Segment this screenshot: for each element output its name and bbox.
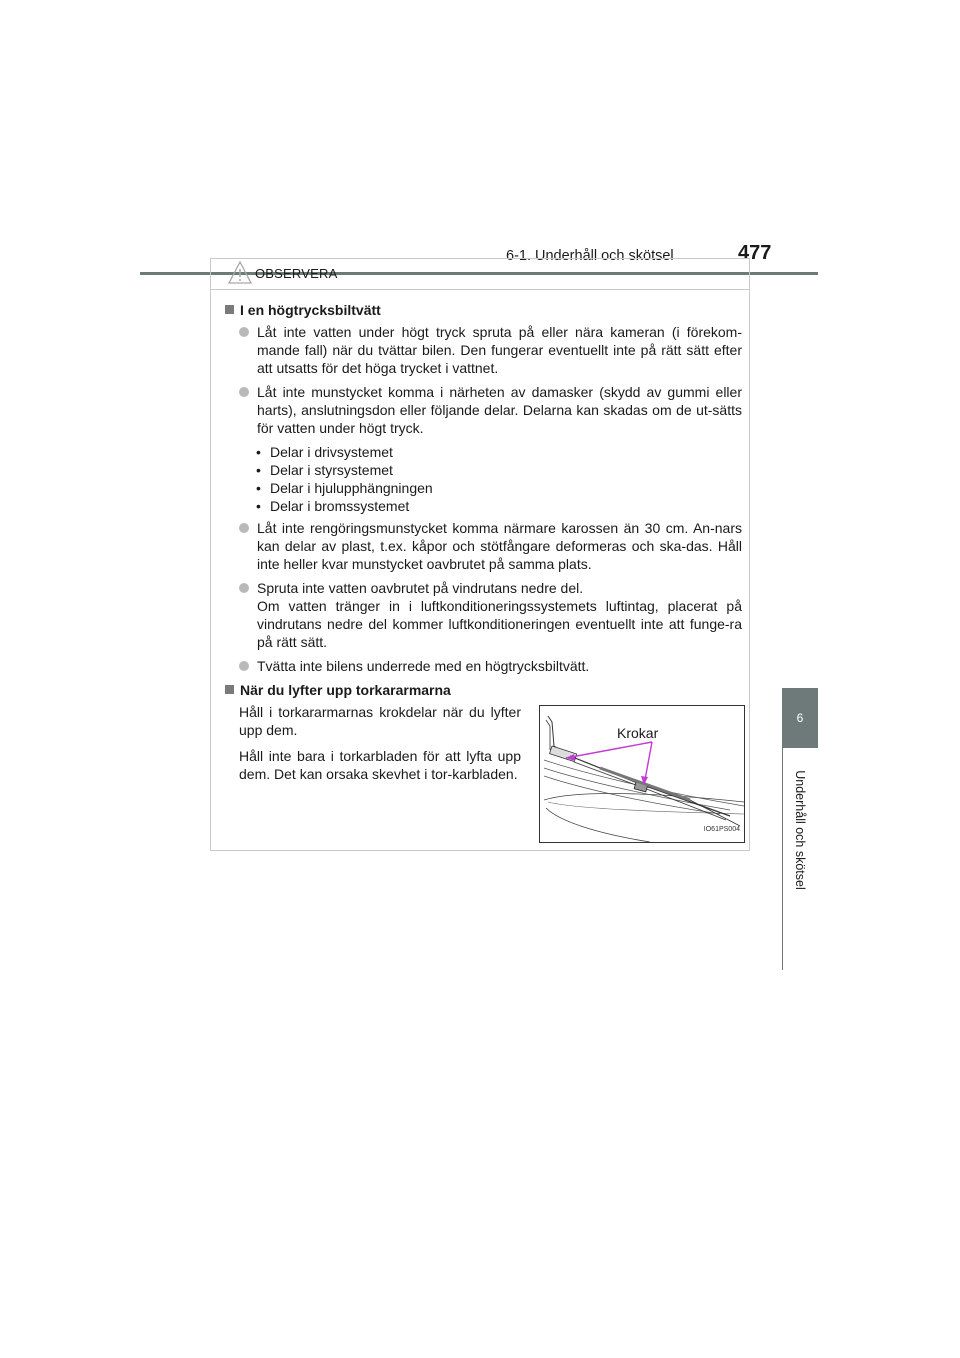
bullet-dot-icon bbox=[239, 387, 249, 397]
section-title-pressure-wash bbox=[225, 301, 742, 319]
wiper-para-2: Håll inte bara i torkarbladen för att lyfta upp dem. Det kan orsaka skevhet i tor-karbladen. bbox=[239, 748, 521, 782]
header-section-title: 6-1. Underhåll och skötsel bbox=[506, 248, 674, 264]
caution-content bbox=[211, 289, 749, 863]
chapter-number: 6 bbox=[796, 711, 804, 725]
wiper-row bbox=[225, 703, 742, 863]
wiper-figure bbox=[539, 705, 745, 843]
caution-header bbox=[211, 259, 749, 290]
list-item: • Delar i styrsystemet bbox=[256, 461, 742, 479]
bullet-item bbox=[239, 657, 742, 675]
chapter-tab bbox=[782, 688, 818, 748]
page-number: 477 bbox=[738, 242, 772, 264]
section-title-text: När du lyfter upp torkararmarna bbox=[240, 682, 451, 698]
section-title-text: I en högtrycksbiltvätt bbox=[240, 302, 381, 318]
caution-box bbox=[210, 258, 750, 851]
parts-list bbox=[256, 443, 742, 515]
list-item: • Delar i hjulupphängningen bbox=[256, 479, 742, 497]
list-item: • Delar i bromssystemet bbox=[256, 497, 742, 515]
bullet-text: Spruta inte vatten oavbrutet på vindrutans nedre del. bbox=[257, 580, 584, 596]
bullet-item bbox=[239, 383, 742, 437]
bullet-dot-icon bbox=[239, 661, 249, 671]
wiper-text bbox=[239, 703, 521, 791]
bullet-item bbox=[239, 323, 742, 377]
bullet-text: Låt inte munstycket komma i närheten av damasker (skydd av gummi eller harts), anslutningsdon eller följande delar. Delarna kan skadas om de ut-sätts för vatten under högt tryck. bbox=[257, 384, 742, 436]
bullet-text: Låt inte rengöringsmunstycket komma närmare karossen än 30 cm. An-nars kan delar av plast, t.ex. kåpor och stötfångare deformeras och ska-das. Håll inte heller kvar munstycket oavbrutet på samma plats. bbox=[257, 520, 742, 572]
bullet-item bbox=[239, 579, 742, 651]
caution-title: OBSERVERA bbox=[255, 266, 338, 281]
bullet-text-continued: Om vatten tränger in i luftkonditioneringssystemets luftintag, placerat på vindrutans nedre del kommer luftkonditioneringen eventuellt inte att funge-ra på rätt sätt. bbox=[257, 598, 742, 650]
square-marker-icon bbox=[225, 305, 234, 314]
section-title-wiper bbox=[225, 681, 742, 699]
bullet-text: Låt inte vatten under högt tryck spruta på eller nära kameran (i förekom-mande fall) när du tvättar bilen. Den fungerar eventuellt inte på rätt sätt efter att utsatts för det höga trycket i vattnet. bbox=[257, 324, 742, 376]
chapter-title-vertical: Underhåll och skötsel bbox=[793, 770, 807, 890]
bullet-text: Tvätta inte bilens underrede med en högtrycksbiltvätt. bbox=[257, 658, 590, 674]
bullet-dot-icon bbox=[239, 583, 249, 593]
figure-code: IO61PS004 bbox=[703, 826, 740, 833]
wiper-para-1: Håll i torkararmarnas krokdelar när du lyfter upp dem. bbox=[239, 704, 521, 738]
bullet-dot-icon bbox=[239, 327, 249, 337]
bullet-item bbox=[239, 519, 742, 573]
chapter-tab-line bbox=[782, 688, 783, 970]
list-item: • Delar i drivsystemet bbox=[256, 443, 742, 461]
figure-callout-label: Krokar bbox=[617, 725, 659, 741]
warning-triangle-icon bbox=[227, 260, 253, 291]
bullet-dot-icon bbox=[239, 523, 249, 533]
square-marker-icon bbox=[225, 685, 234, 694]
